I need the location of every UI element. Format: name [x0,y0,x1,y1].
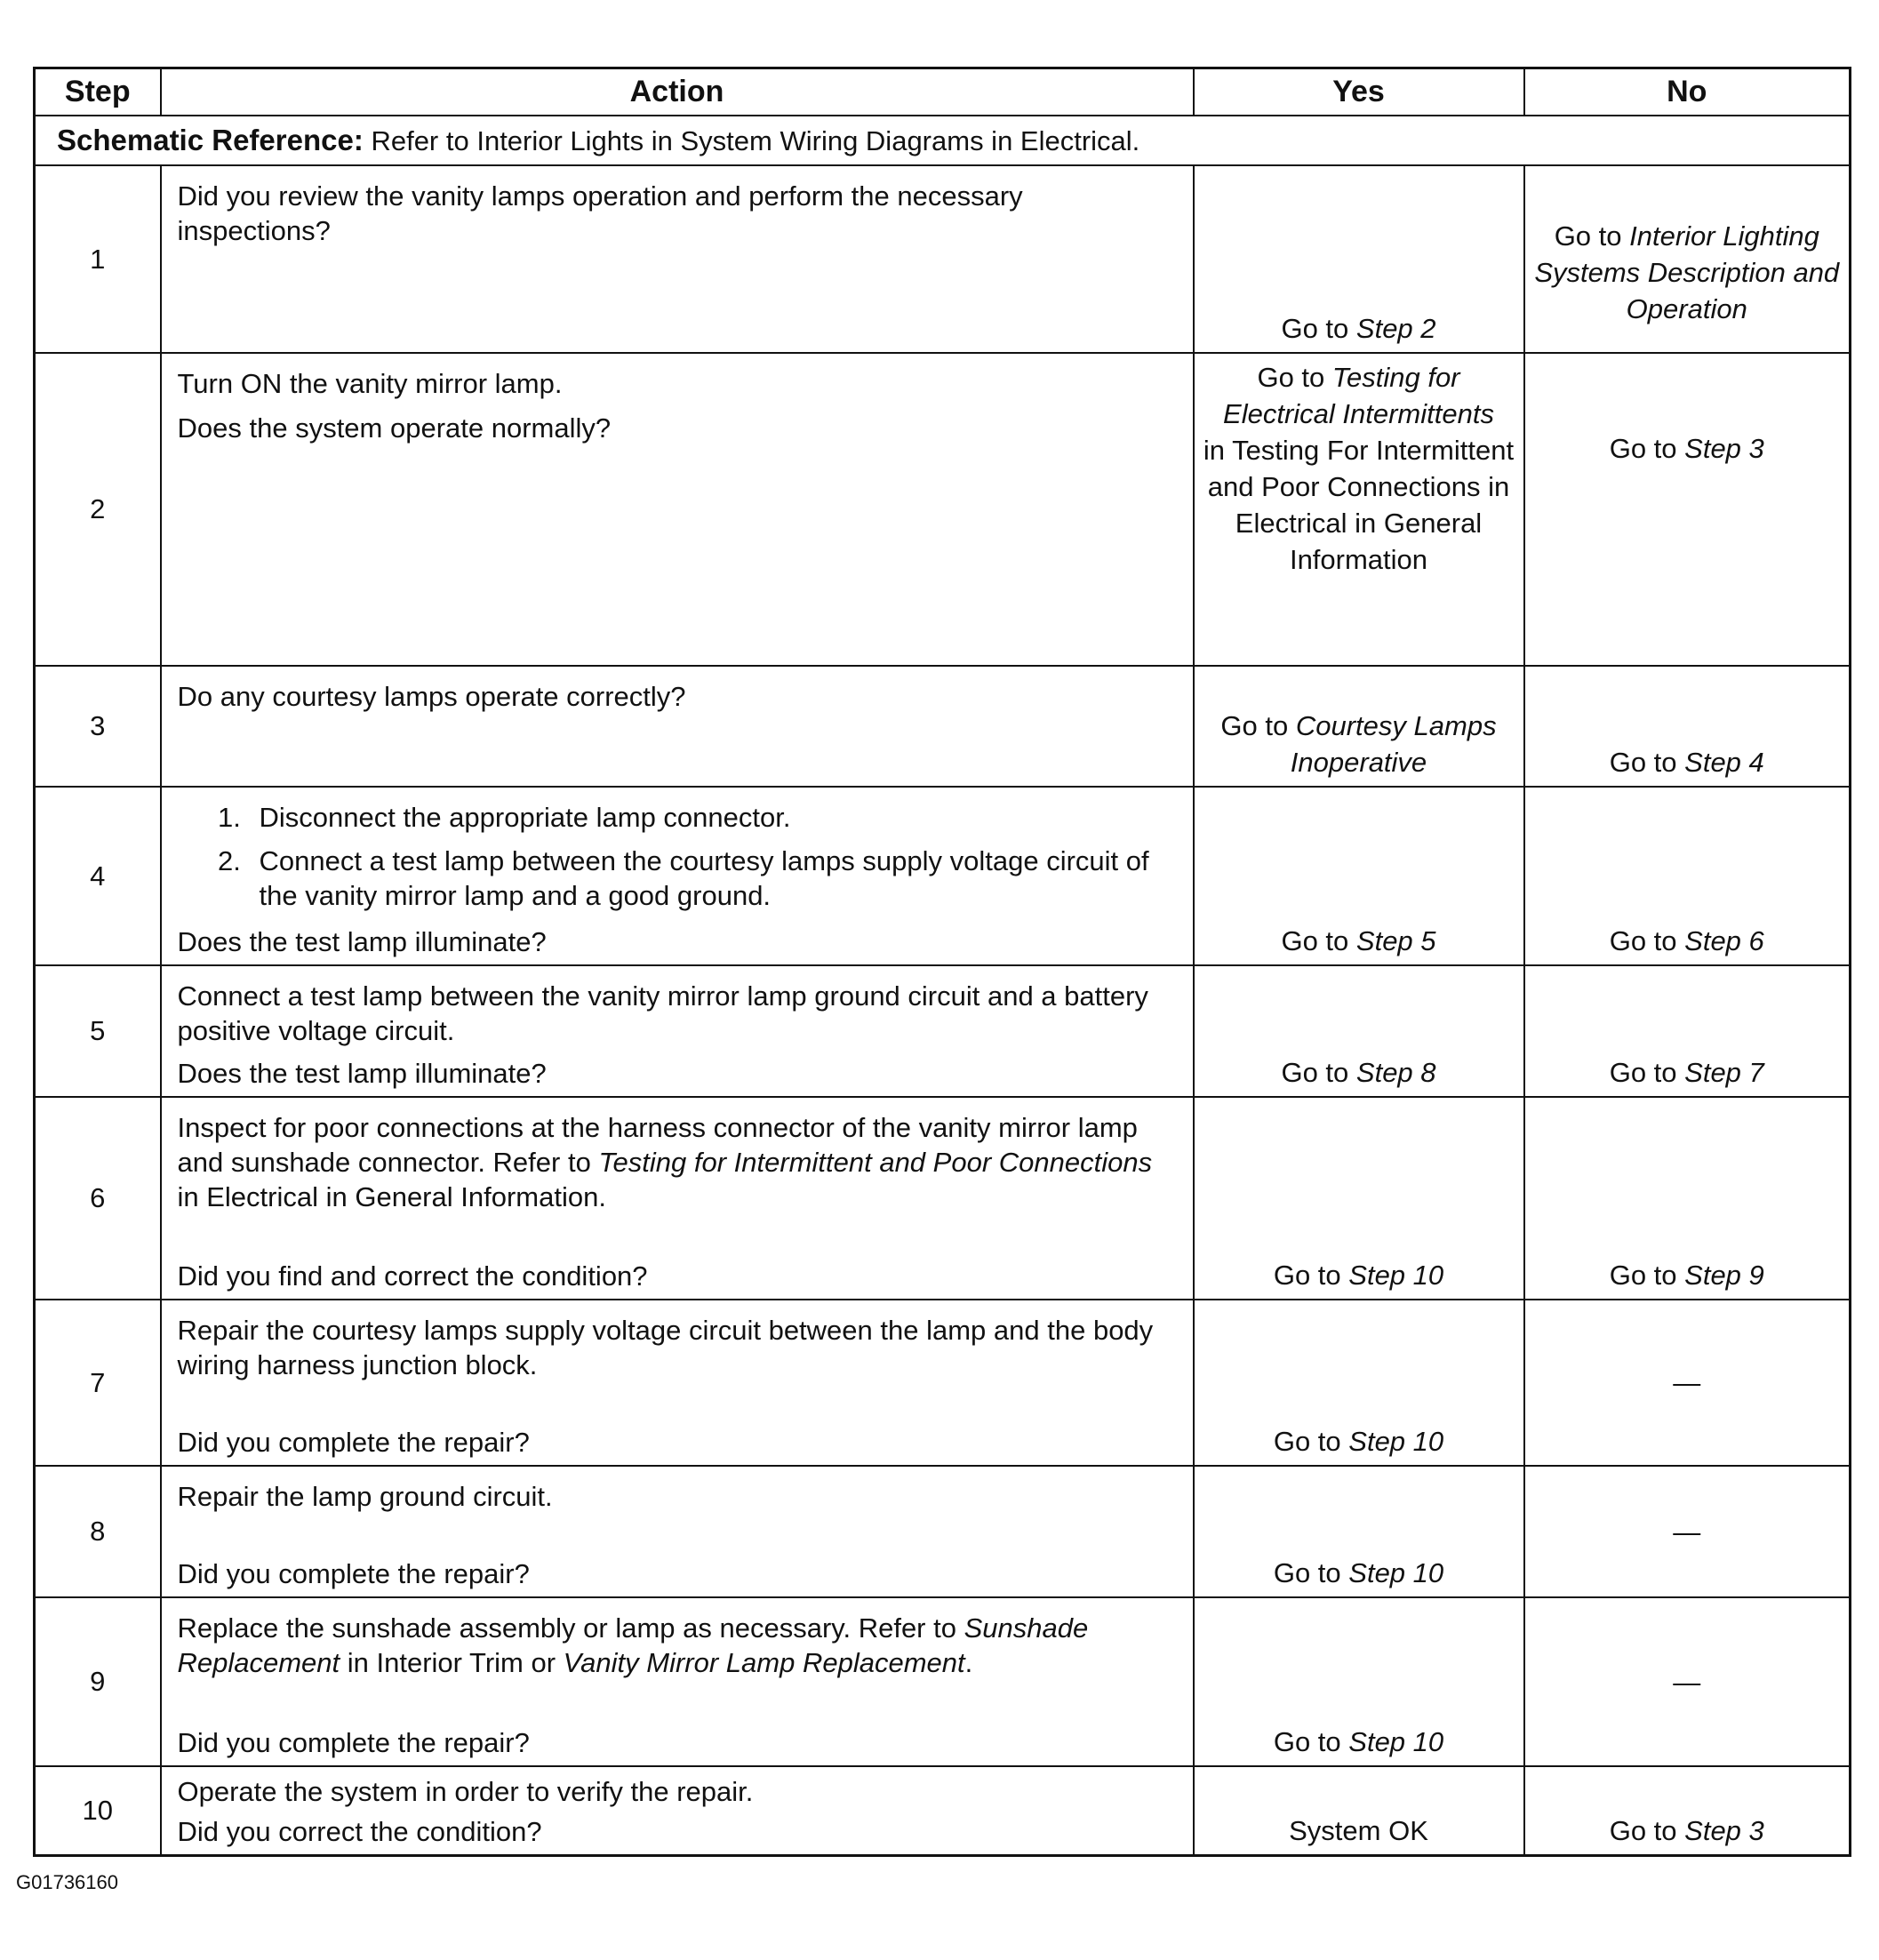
action-text-part: Inspect for poor connections at the harness connector of the vanity mirror lamp and sunshade connector. Refer to [177,1112,1138,1178]
no-prefix: Go to [1609,433,1685,464]
no-dash: — [1673,1516,1701,1548]
action-question: Does the test lamp illuminate? [177,926,547,957]
diagnostic-table-container [33,67,1849,1857]
no-cell [1524,353,1851,666]
diagnostic-table [33,67,1851,1857]
yes-prefix: Go to [1220,710,1296,741]
yes-cell [1194,1466,1524,1597]
action-text [178,1110,1173,1214]
header-row [35,68,1851,116]
schematic-reference-label: Schematic Reference: [57,124,364,156]
step-number: 3 [35,666,161,787]
no-cell [1524,787,1851,965]
step-number: 2 [35,353,161,666]
no-link[interactable]: Step 3 [1684,433,1764,464]
schematic-reference [35,116,1851,165]
action-text-part: in Electrical in General Information. [177,1181,606,1212]
yes-cell [1194,1597,1524,1766]
table-row-step-10 [35,1766,1851,1855]
action-cell [161,1097,1194,1300]
yes-cell [1194,787,1524,965]
header-step: Step [35,68,161,116]
action-question: Does the system operate normally? [177,412,612,444]
no-prefix: Go to [1609,925,1685,956]
action-question: Did you complete the repair? [177,1727,530,1758]
action-text: Operate the system in order to verify the repair. [177,1776,754,1807]
yes-cell [1194,165,1524,353]
action-question: Did you complete the repair? [177,1558,530,1589]
action-text [178,1611,1173,1680]
yes-link[interactable]: Step 5 [1355,925,1436,956]
header-no: No [1524,68,1851,116]
action-text-part: Replace the sunshade assembly or lamp as necessary. Refer to [177,1612,964,1644]
action-list [178,800,1173,913]
no-link[interactable]: Step 3 [1684,1814,1764,1846]
step-number: 4 [35,787,161,965]
yes-link[interactable]: Courtesy Lamps Inoperative [1290,710,1497,778]
action-text-part: . [964,1647,973,1678]
yes-cell [1194,1097,1524,1300]
yes-link[interactable]: Step 10 [1348,1726,1444,1757]
table-row-step-7 [35,1300,1851,1466]
figure-id: G01736160 [16,1871,118,1893]
action-text-part: in Interior Trim or [340,1647,564,1678]
yes-link[interactable]: Step 10 [1348,1426,1444,1457]
action-cell [161,1466,1194,1597]
action-cell [161,787,1194,965]
action-text: Repair the courtesy lamps supply voltage circuit between the lamp and the body wiring harness junction block. [177,1315,1154,1380]
step-number: 8 [35,1466,161,1597]
step-number: 9 [35,1597,161,1766]
yes-prefix: Go to [1273,1260,1349,1291]
header-yes: Yes [1194,68,1524,116]
action-question: Did you correct the condition? [177,1815,542,1847]
action-cell [161,165,1194,353]
yes-link[interactable]: Step 2 [1355,313,1436,344]
action-text: Repair the lamp ground circuit. [177,1481,553,1512]
yes-link[interactable]: Step 8 [1355,1057,1436,1088]
yes-prefix: Go to [1273,1726,1349,1757]
no-cell [1524,165,1851,353]
table-row-step-2 [35,353,1851,666]
no-cell [1524,1597,1851,1766]
table-row-step-4 [35,787,1851,965]
yes-cell [1194,965,1524,1097]
list-item: 1. Disconnect the appropriate lamp connector. [249,800,1173,835]
no-cell [1524,1466,1851,1597]
no-link[interactable]: Step 6 [1684,925,1764,956]
yes-prefix: Go to [1273,1426,1349,1457]
action-text: Turn ON the vanity mirror lamp. [177,368,563,399]
step-number: 1 [35,165,161,353]
no-prefix: Go to [1609,747,1685,778]
step-number: 6 [35,1097,161,1300]
yes-prefix: Go to [1273,1557,1349,1588]
yes-cell [1194,353,1524,666]
no-prefix: Go to [1609,1057,1685,1088]
table-row-step-3 [35,666,1851,787]
yes-prefix: Go to [1281,1057,1356,1088]
action-question: Did you find and correct the condition? [177,1260,648,1292]
reference-link[interactable]: Sunshade Replacement [177,1612,1089,1678]
action-cell [161,965,1194,1097]
action-question: Did you complete the repair? [177,1427,530,1458]
action-cell [161,666,1194,787]
schematic-reference-row [35,116,1851,165]
yes-prefix: Go to [1281,925,1356,956]
yes-cell [1194,666,1524,787]
action-text: Did you review the vanity lamps operation and perform the necessary inspections? [177,180,1023,246]
no-cell [1524,1097,1851,1300]
yes-text: System OK [1289,1814,1428,1846]
step-number: 7 [35,1300,161,1466]
yes-cell [1194,1766,1524,1855]
action-text: Connect a test lamp between the vanity mirror lamp ground circuit and a battery positive voltage circuit. [177,980,1148,1046]
action-cell [161,1597,1194,1766]
table-row-step-9 [35,1597,1851,1766]
header-action: Action [161,68,1194,116]
no-dash: — [1673,1666,1701,1698]
no-cell [1524,965,1851,1097]
yes-link[interactable]: Testing for Electrical Intermittents [1223,362,1494,429]
table-row-step-1 [35,165,1851,353]
yes-link[interactable]: Step 10 [1348,1557,1444,1588]
yes-prefix: Go to [1257,362,1332,393]
action-cell [161,1300,1194,1466]
no-cell [1524,1766,1851,1855]
step-number: 10 [35,1766,161,1855]
action-cell [161,1766,1194,1855]
list-item: 2. Connect a test lamp between the courtesy lamps supply voltage circuit of the vanity mirror lamp and a good ground. [249,844,1173,913]
no-cell [1524,666,1851,787]
reference-link[interactable]: Vanity Mirror Lamp Replacement [563,1647,965,1678]
no-link[interactable]: Step 4 [1684,747,1764,778]
no-cell [1524,1300,1851,1466]
action-text: Do any courtesy lamps operate correctly? [177,681,686,712]
no-prefix: Go to [1609,1814,1685,1846]
reference-link[interactable]: Testing for Intermittent and Poor Connections [598,1147,1153,1178]
schematic-reference-text: Refer to Interior Lights in System Wiring Diagrams in Electrical. [371,125,1140,156]
no-prefix: Go to [1609,1260,1685,1291]
yes-prefix: Go to [1281,313,1356,344]
action-cell [161,353,1194,666]
no-prefix: Go to [1554,220,1630,252]
no-dash: — [1673,1367,1701,1398]
table-row-step-6 [35,1097,1851,1300]
yes-link[interactable]: Step 10 [1348,1260,1444,1291]
action-question: Does the test lamp illuminate? [177,1058,547,1089]
no-link[interactable]: Step 7 [1684,1057,1764,1088]
table-row-step-8 [35,1466,1851,1597]
no-link[interactable]: Step 9 [1684,1260,1764,1291]
step-number: 5 [35,965,161,1097]
yes-cell [1194,1300,1524,1466]
no-link[interactable]: Interior Lighting Systems Description and Operation [1534,220,1840,324]
yes-suffix: in Testing For Intermittent and Poor Connections in Electrical in General Information [1203,435,1515,575]
table-row-step-5 [35,965,1851,1097]
